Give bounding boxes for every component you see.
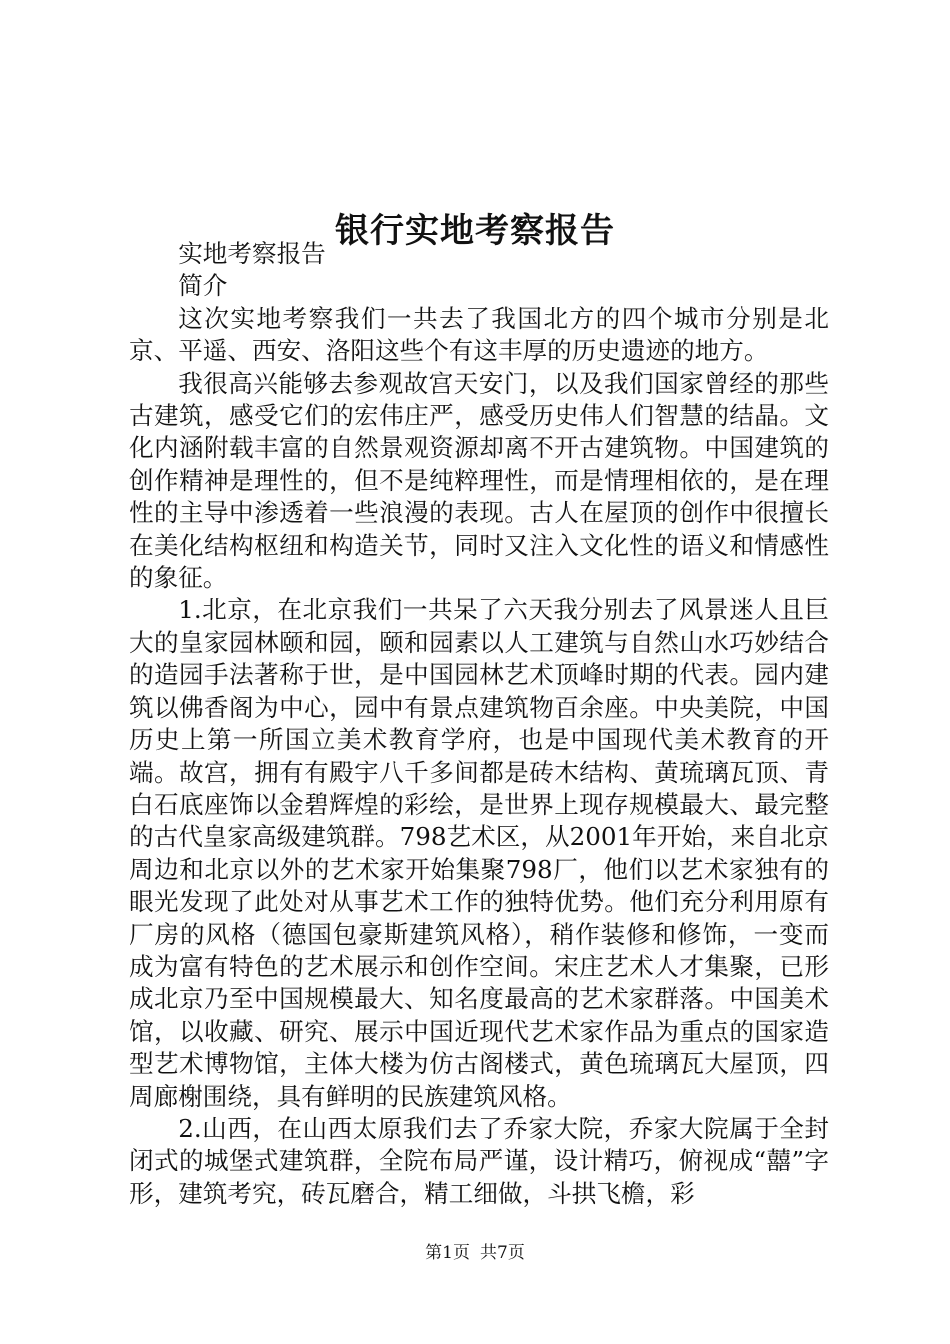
document-title: 银行实地考察报告 [335,210,615,251]
paragraph-shanxi: 2.山西，在山西太原我们去了乔家大院，乔家大院属于全封闭式的城堡式建筑群，全院布局严谨，设计精巧，俯视成“囍”字形，建筑考究，砖瓦磨合，精工细做，斗拱飞檐，彩 [129,1113,829,1208]
paragraph-overview: 这次实地考察我们一共去了我国北方的四个城市分别是北京、平遥、西安、洛阳这些个有这丰厚的历史遗迹的地方。 [129,303,829,366]
paragraph-beijing: 1.北京，在北京我们一共呆了六天我分别去了风景迷人且巨大的皇家园林颐和园，颐和园素以人工建筑与自然山水巧妙结合的造园手法著称于世，是中国园林艺术顶峰时期的代表。园内建筑以佛香阁为中心，园中有景点建筑物百余座。中央美院，中国历史上第一所国立美术教育学府，也是中国现代美术教育的开端。故宫，拥有有殿宇八千多间都是砖木结构、黄琉璃瓦顶、青白石底座饰以金碧辉煌的彩绘，是世界上现存规模最大、最完整的古代皇家高级建筑群。798艺术区，从2001年开始，来自北京周边和北京以外的艺术家开始集聚798厂，他们以艺术家独有的眼光发现了此处对从事艺术工作的独特优势。他们充分利用原有厂房的风格（德国包豪斯建筑风格），稍作装修和修饰，一变而成为富有特色的艺术展示和创作空间。宋庄艺术人才集聚，已形成北京乃至中国规模最大、知名度最高的艺术家群落。中国美术馆，以收藏、研究、展示中国近现代艺术家作品为重点的国家造型艺术博物馆，主体大楼为仿古阁楼式，黄色琉璃瓦大屋顶，四周廊榭围绕，具有鲜明的民族建筑风格。 [129,595,829,1111]
page-total: 共7页 [480,1243,525,1263]
page-footer [0,1241,950,1265]
paragraph-architecture: 我很高兴能够去参观故宫天安门，以及我们国家曾经的那些古建筑，感受它们的宏伟庄严，感受历史伟人们智慧的结晶。文化内涵附载丰富的自然景观资源却离不开古建筑物。中国建筑的创作精神是理性的，但不是纯粹理性，而是情理相依的，是在理性的主导中渗透着一些浪漫的表现。古人在屋顶的创作中很擅长在美化结构枢纽和构造关节，同时又注入文化性的语义和情感性的象征。 [129,368,829,593]
document-body [129,238,829,1210]
page-number: 第1页 [425,1243,470,1263]
paragraph-report-heading: 实地考察报告 [178,239,326,268]
paragraph-intro-heading: 简介 [178,271,228,301]
